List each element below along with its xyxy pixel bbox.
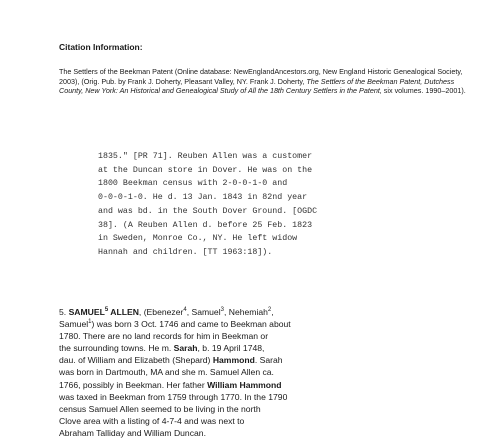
lineage-text: , Nehemiah: [223, 307, 268, 317]
excerpt-line: 0-0-0-1-0. He d. 13 Jan. 1843 in 82nd year: [98, 193, 308, 203]
entry-line: [59, 342, 359, 354]
lineage-text: , Samuel: [186, 307, 221, 317]
entry-text: the surrounding towns. He m.: [59, 343, 174, 354]
entry-line: [59, 306, 359, 318]
excerpt-line: 1835." [PR 71]. Reuben Allen was a customer: [98, 152, 313, 161]
entry-line: was born in Dartmouth, MA and she m. Samuel Allen ca.: [59, 367, 274, 378]
entry-text: 1766, possibly in Beekman. Her father: [59, 379, 208, 390]
lineage-generation: 1: [88, 319, 92, 326]
excerpt-line: at the Duncan store in Dover. He was on the: [98, 165, 313, 175]
excerpt-block: [98, 150, 418, 260]
entry-line: [59, 354, 359, 366]
excerpt-line: 38]. (A Reuben Allen d. before 25 Feb. 1823: [98, 220, 313, 230]
lineage-text: Samuel: [59, 319, 89, 330]
excerpt-line: 1800 Beekman census with 2-0-0-1-0 and: [98, 179, 288, 189]
lineage-generation: 3: [220, 307, 224, 314]
excerpt-line: in Sweden, Monroe Co., NY. He left widow: [98, 234, 298, 244]
citation-source: The Settlers of the Beekman Patent (Online database: NewEnglandAncestors.org, New England Historic Genealogical Society, 2003), (Orig. Pub. by Frank J. Doherty, Pleasant Valley, NY. Frank J. Doherty,: [59, 67, 463, 86]
father-name: William Hammond: [207, 379, 282, 390]
entry-line: Clove area with a listing of 4-7-4 and was next to: [59, 415, 245, 426]
excerpt-line: and was bd. in the South Dover Ground. [OGDC: [98, 206, 318, 216]
entry-number: 5.: [59, 307, 69, 317]
entry-surname: ALLEN: [108, 307, 139, 317]
entry-text: dau. of William and Elizabeth (Shepard): [59, 355, 213, 366]
lineage-text: , (Ebenezer: [138, 307, 184, 317]
citation-volumes: six volumes. 1990–2001).: [381, 86, 466, 96]
entry-generation: 5: [104, 307, 109, 314]
entry-first-name: SAMUEL: [68, 307, 105, 317]
entry-line: was taxed in Beekman from 1759 through 1770. In the 1790: [59, 391, 288, 402]
entry-text: ) was born 3 Oct. 1746 and came to Beekman about: [91, 319, 291, 330]
entry-line: census Samuel Allen seemed to be living in the north: [59, 403, 261, 414]
lineage-text: ,: [271, 307, 274, 317]
entry-text: . Sarah: [254, 355, 283, 366]
entry-line: 1780. There are no land records for him in Beekman or: [59, 331, 269, 342]
entry-text: , b. 19 April 1748,: [197, 343, 265, 354]
entry-line: [59, 379, 359, 391]
genealogy-entry: [59, 306, 359, 439]
spouse-surname: Hammond: [212, 355, 255, 366]
lineage-generation: 2: [267, 307, 272, 314]
citation-text: [59, 67, 479, 96]
excerpt-line: Hannah and children. [TT 1963:18]).: [98, 247, 273, 257]
citation-book-title: The Settlers of the Beekman Patent, Dutchess County, New York: An Historical and Genealogical Study of All the 18th Century Settlers in the Patent,: [59, 76, 455, 96]
entry-line: [59, 318, 359, 330]
entry-line: Abraham Talliday and William Duncan.: [59, 427, 206, 438]
spouse-name: Sarah: [173, 343, 198, 354]
lineage-generation: 4: [183, 307, 187, 314]
citation-heading: Citation Information:: [59, 42, 143, 52]
